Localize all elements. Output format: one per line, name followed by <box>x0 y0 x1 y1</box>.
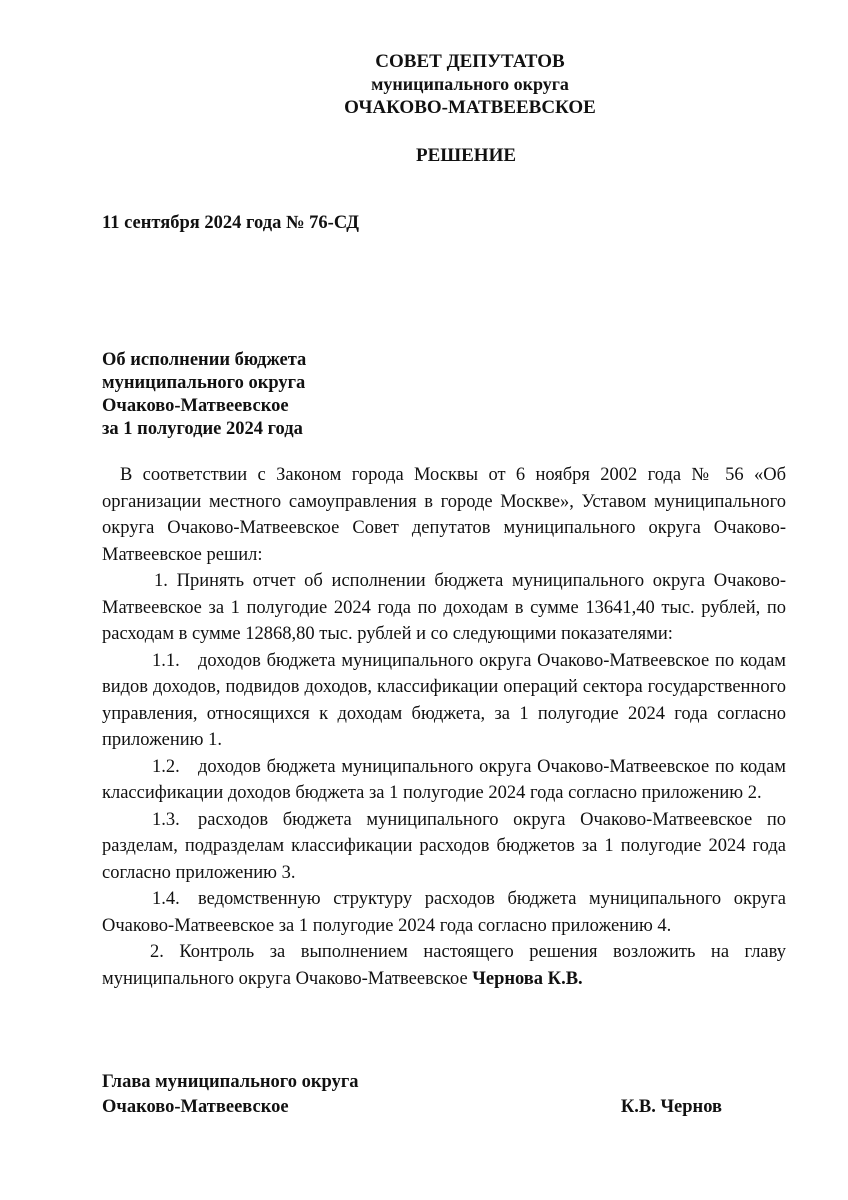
item-1-1-paragraph <box>102 648 786 754</box>
signatory-name: К.В. Чернов <box>620 1097 722 1117</box>
decision-date-number: 11 сентября 2024 года № 76-СД <box>102 213 359 233</box>
decision-subject <box>102 349 306 441</box>
item-text: ведомственную структуру расходов бюджета муниципального округа Очаково-Матвеевское за 1 полугодие 2024 года согласно приложению 4. <box>102 889 786 936</box>
subject-line: Об исполнении бюджета <box>102 350 307 370</box>
district-type: муниципального округа <box>371 74 569 94</box>
item-number: 1.2. <box>152 756 180 777</box>
item-text: расходов бюджета муниципального округа Очаково-Матвеевское по разделам, подразделам классификации расходов бюджетов за 1 полугодие 2024 года согласно приложению 3. <box>102 809 786 883</box>
item-text: доходов бюджета муниципального округа Очаково-Матвеевское по кодам видов доходов, подвидов доходов, классификации операций сектора государственного управления, относящихся к доходам бюджета, за 1 полугодие 2024 года согласно приложению 1. <box>102 650 786 750</box>
item-text: доходов бюджета муниципального округа Очаково-Матвеевское по кодам классификации доходов бюджета за 1 полугодие 2024 года согласно приложению 2. <box>102 756 786 803</box>
item-text: 2. Контроль за выполнением настоящего решения возложить на главу муниципального округа Очаково-Матвеевское <box>102 942 786 989</box>
subject-line: за 1 полугодие 2024 года <box>102 419 303 439</box>
document-header <box>0 50 848 119</box>
item-number: 1.4. <box>152 889 180 909</box>
decision-body <box>102 462 786 992</box>
item-2-paragraph <box>102 939 786 992</box>
item-1-paragraph: 1. Принять отчет об исполнении бюджета муниципального округа Очаково-Матвеевское за 1 полугодие 2024 года по доходам в сумме 13641,40 тыс. рублей, по расходам в сумме 12868,80 тыс. рублей и со следующими показателями: <box>102 571 786 644</box>
district-name: ОЧАКОВО-МАТВЕЕВСКОЕ <box>344 97 596 118</box>
item-number: 1.1. <box>152 650 180 671</box>
signatory-position: Глава муниципального округа <box>102 1072 359 1092</box>
preamble-paragraph: В соответствии с Законом города Москвы от 6 ноября 2002 года № 56 «Об организации местного самоуправления в городе Москве», Уставом муниципального округа Очаково-Матвеевское Совет депутатов муниципального округа Очаково-Матвеевское решил: <box>102 465 786 565</box>
signatory-district: Очаково-Матвеевское <box>102 1097 289 1117</box>
responsible-person-name: Чернова К.В. <box>472 968 583 989</box>
item-1-4-paragraph <box>102 886 786 939</box>
subject-line: Очаково-Матвеевское <box>102 396 289 416</box>
item-1-2-paragraph <box>102 754 786 807</box>
subject-line: муниципального округа <box>102 373 306 393</box>
decision-title: РЕШЕНИЕ <box>415 145 517 166</box>
item-1-3-paragraph <box>102 807 786 887</box>
council-name: СОВЕТ ДЕПУТАТОВ <box>375 51 565 72</box>
signature-row <box>102 1095 722 1120</box>
signature-block <box>102 1070 722 1120</box>
item-number: 1.3. <box>152 809 180 830</box>
